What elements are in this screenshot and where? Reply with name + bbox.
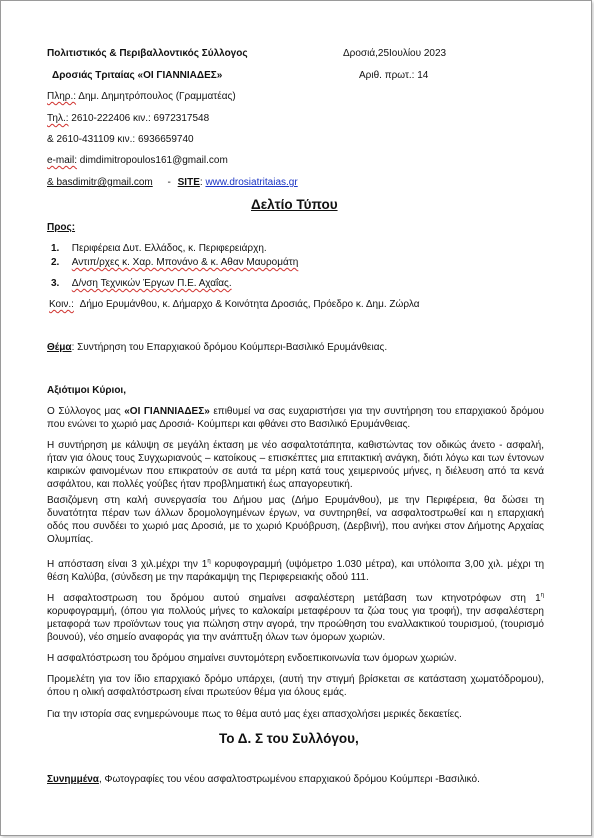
info-value: Δημ. Δημητρόπουλος (Γραμματέας) — [78, 91, 236, 102]
subject-label: Θέμα — [47, 342, 72, 353]
tel-label: Τηλ.: — [47, 113, 69, 124]
paragraph-5-end: κορυφογραμμή, (όπου για πολλούς μήνες το καλοκαίρι μεταφέρουν τα ζώα τους για τροφή), την ασφαλέστερη μεταφορά των προϊόντων τους για πώληση στην αγορά, την προώθηση του εναλλακτικού τουρισμού, (τουρισμό βουνού), νέο σημείο αναφοράς για την ανάπτυξη όλων των όμορων χωριών. — [47, 606, 544, 643]
paragraph-3: Βασιζόμενη στη καλή συνεργασία του Δήμου μας (Δήμο Ερυμάνθου), με την Περιφέρεια, θα δώσει τη δυνατότητα πέραν των άλλων δρομολογημένων έργων, να συντηρηθεί, να ασφαλτοστρωθεί και η επαρχιακή οδός που συνδέει το χωριό μας Δροσιά, με το χωριό Κρυόβρυση, (Δερβινή), που ανήκει στον Δήμοτης Αρχαίας Ολυμπίας. — [47, 495, 544, 545]
paragraph-1-end: επιθυμεί να σας ευχαριστήσει για την συντήρηση του επαρχιακού δρόμου που ενώνει το χωριό μας Δροσιά- Κούμπερι και φθάνει στο Βασιλικό Ερυμάνθειας. — [47, 406, 544, 430]
recipient-item-1 — [51, 242, 267, 255]
subject-text: : Συντήρηση του Επαρχιακού δρόμου Κούμπερι-Βασιλικό Ερυμάνθειας. — [71, 342, 388, 353]
paragraph-1-start: Ο Σύλλογος μας — [47, 406, 125, 417]
subject-line — [47, 341, 387, 354]
greeting: Αξιότιμοι Κύριοι, — [47, 385, 126, 396]
tel-line — [47, 112, 209, 125]
site-link[interactable]: www.drosiatritaias.gr — [205, 177, 298, 188]
email2-value: & basdimitr@gmail.com — [47, 177, 153, 188]
protocol-number: Αριθ. πρωτ.: 14 — [359, 70, 429, 81]
cc-line — [49, 298, 419, 311]
paragraph-4-end: κορυφογραμμή (υψόμετρο 1.030 μέτρα), και υπόλοιπα 3,00 χιλ. μέχρι τη θέση Καλύβα, (σύνδεση με την παράκαμψη της Περιφερειακής οδού 111. — [47, 559, 545, 583]
paragraph-1 — [47, 405, 544, 431]
cc-text: Δήμο Ερυμάνθου, κ. Δήμαρχο & Κοινότητα Δροσιάς, Πρόεδρο κ. Δημ. Ζώρλα — [79, 299, 420, 310]
tel2-line: & 2610-431109 κιν.: 6936659740 — [47, 134, 194, 145]
info-line — [47, 90, 236, 103]
email-label: e-mail: — [47, 155, 78, 166]
paragraph-5-start: Η ασφαλτοστρωση του δρόμου αυτού σημαίνει ασφαλέστερη μετάβαση των κτηνοτρόφων στη 1 — [47, 593, 541, 604]
email-value: dimdimitropoulos161@gmail.com — [79, 155, 228, 166]
recipient-text: Περιφέρεια Δυτ. Ελλάδος, κ. Περιφερειάρχη. — [71, 243, 267, 254]
paragraph-8: Για την ιστορία σας ενημερώνουμε πως το θέμα αυτό μας έχει απασχολήσει μερικές δεκαετίες. — [47, 709, 462, 720]
recipients-label: Προς: — [47, 222, 76, 233]
info-label: Πληρ.: — [47, 91, 77, 102]
recipient-num: 2. — [51, 257, 60, 268]
paragraph-1-org-name: «ΟΙ ΓΙΑΝΝΙΑΔΕΣ» — [124, 406, 210, 417]
org-name-line2: Δροσιάς Τριταίας «ΟΙ ΓΙΑΝΝΙΑΔΕΣ» — [52, 70, 223, 81]
email-line — [47, 154, 228, 167]
signature: Το Δ. Σ του Συλλόγου, — [219, 731, 359, 746]
paragraph-7: Προμελέτη για τον ίδιο επαρχιακό δρόμο υπάρχει, (αυτή την στιγμή βρίσκεται σε κατάσταση χωματόδρομου), όπου η ολική ασφαλτόστρωση είναι πρωτεύον θέμα για όλους εμάς. — [47, 674, 544, 698]
recipient-item-3 — [51, 277, 232, 290]
document-title: Δελτίο Τύπου — [251, 197, 338, 212]
recipient-text: Αντιπ/ρχες κ. Χαρ. Μπονάνο & κ. Αθαν Μαυρομάτη — [71, 257, 299, 268]
cc-label: Κοιν.: — [49, 299, 74, 310]
tel-value: 2610-222406 κιν.: 6972317548 — [71, 113, 210, 124]
paragraph-4-superscript: η — [207, 558, 211, 565]
paragraph-4 — [47, 558, 544, 584]
email2-site-line — [47, 176, 298, 189]
org-name-line1: Πολιτιστικός & Περιβαλλοντικός Σύλλογος — [47, 48, 248, 59]
recipient-num: 1. — [51, 243, 60, 254]
paragraph-5 — [47, 592, 544, 644]
recipient-text: Δ/νση Τεχνικών Έργων Π.Ε. Αχαΐας. — [71, 278, 232, 289]
site-prefix: - — [167, 177, 171, 188]
attachments-line — [47, 773, 480, 786]
paragraph-5-superscript: η — [540, 592, 544, 599]
paragraph-4-start: Η απόσταση είναι 3 χιλ.μέχρι την 1 — [47, 559, 208, 570]
site-colon: : — [199, 177, 203, 188]
attachments-label: Συνημμένα — [47, 774, 99, 785]
attachments-text: , Φωτογραφίες του νέου ασφαλτοστρωμένου επαρχιακού δρόμου Κούμπερι -Βασιλικό. — [98, 774, 480, 785]
site-label: SITE — [177, 177, 200, 188]
recipient-item-2 — [51, 256, 298, 269]
paragraph-6: Η ασφαλτόστρωση του δρόμου σημαίνει συντομότερη ενδοεπικοινωνία των όμορων χωριών. — [47, 653, 457, 664]
paragraph-2: Η συντήρηση με κάλυψη σε μεγάλη έκταση με νέο ασφαλτοτάπητα, καθιστώντας τον οδικώς άνετο - ασφαλή, ήταν για όλους τους Συγχωριανούς – κατοίκους – επισκέπτες μια επιτακτική ανάγκη, διότι λόγω και των έντονων καιρικών φαινομένων που επικρατούν σε αυτά τα μέρη κατά τους χειμερινούς μήνες, η διέλευση από τα κενά ασφάλτου, και πολλές γούβες ήταν προβληματική έως απαγορευτική. — [47, 440, 544, 490]
recipient-num: 3. — [51, 278, 60, 289]
letter-date: Δροσιά,25Ιουλίου 2023 — [343, 48, 447, 59]
